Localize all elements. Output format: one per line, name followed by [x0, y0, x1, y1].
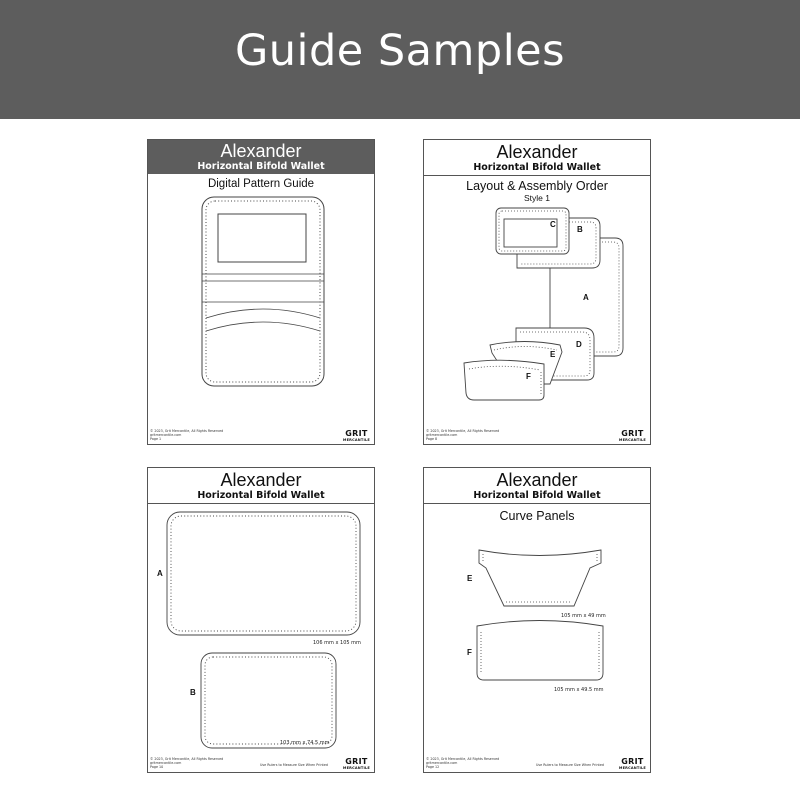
page-subtitle: Horizontal Bifold Wallet: [473, 490, 601, 501]
page-number: Page 10: [150, 765, 164, 769]
page-title: Alexander: [220, 141, 302, 161]
page-number: Page 8: [426, 437, 438, 441]
copyright: © 2023, Grit Mercantile, All Rights Reserved: [426, 757, 500, 761]
logo-text: GRIT: [621, 757, 644, 766]
copyright: © 2023, Grit Mercantile, All Rights Reserved: [150, 429, 224, 433]
website: gritmercantile.com: [150, 433, 182, 437]
grit-logo: [343, 758, 370, 770]
page-heading: Curve Panels: [499, 509, 575, 523]
logo-text: GRIT: [345, 429, 368, 438]
page-footer: [426, 757, 499, 769]
page-number: Page 12: [426, 765, 440, 769]
part-label-a: A: [583, 293, 589, 302]
part-label-e: E: [467, 574, 473, 583]
logo-subtext: MERCANTILE: [342, 766, 370, 770]
part-label-d: D: [576, 340, 582, 349]
assembly-illustration: [424, 140, 651, 445]
dimension-f: 105 mm x 49.5 mm: [554, 687, 604, 693]
part-label-b: B: [190, 688, 196, 697]
grit-logo: [619, 758, 646, 770]
page-footer: [150, 429, 223, 441]
part-label-a: A: [157, 569, 163, 578]
website: gritmercantile.com: [426, 433, 458, 437]
part-label-c: C: [550, 220, 556, 229]
copyright: © 2023, Grit Mercantile, All Rights Reserved: [426, 429, 500, 433]
banner-title: Guide Samples: [234, 26, 566, 76]
page-heading: Layout & Assembly Order: [466, 179, 608, 193]
guide-page-2: [423, 139, 651, 445]
page-subheading: Style 1: [524, 193, 550, 203]
page-subtitle: Horizontal Bifold Wallet: [197, 490, 325, 501]
grit-logo: [619, 430, 646, 442]
page-subtitle: Horizontal Bifold Wallet: [473, 162, 601, 173]
part-label-e: E: [550, 350, 556, 359]
logo-text: GRIT: [621, 429, 644, 438]
part-label-f: F: [526, 372, 531, 381]
dimension-a: 106 mm x 105 mm: [313, 640, 361, 646]
grit-logo: [343, 430, 370, 442]
ruler-note: Use Rulers to Measure Size When Printed: [260, 763, 328, 767]
curve-panel-pieces: [424, 468, 651, 773]
logo-subtext: MERCANTILE: [618, 766, 646, 770]
page-title: Alexander: [220, 470, 302, 490]
wallet-illustration: [148, 140, 375, 445]
dimension-e: 105 mm x 49 mm: [561, 613, 606, 619]
logo-subtext: MERCANTILE: [342, 438, 370, 442]
website: gritmercantile.com: [426, 761, 458, 765]
page-title: Alexander: [496, 142, 578, 162]
dimension-b: 103 mm x 74.5 mm: [280, 740, 330, 746]
page-title: Alexander: [496, 470, 578, 490]
ruler-note: Use Rulers to Measure Size When Printed: [536, 763, 604, 767]
guide-page-1: [147, 139, 375, 445]
part-label-f: F: [467, 648, 472, 657]
guide-page-3: [147, 467, 375, 773]
guide-page-4: [423, 467, 651, 773]
page-heading: Digital Pattern Guide: [207, 178, 315, 190]
header-banner: [0, 0, 800, 119]
part-label-b: B: [577, 225, 583, 234]
logo-text: GRIT: [345, 757, 368, 766]
copyright: © 2023, Grit Mercantile, All Rights Reserved: [150, 757, 224, 761]
website: gritmercantile.com: [150, 761, 182, 765]
page-footer: [426, 429, 499, 441]
page-subtitle: Horizontal Bifold Wallet: [197, 161, 325, 172]
logo-subtext: MERCANTILE: [618, 438, 646, 442]
pattern-pieces: [148, 468, 375, 773]
page-number: Page 1: [150, 437, 162, 441]
page-footer: [150, 757, 223, 769]
